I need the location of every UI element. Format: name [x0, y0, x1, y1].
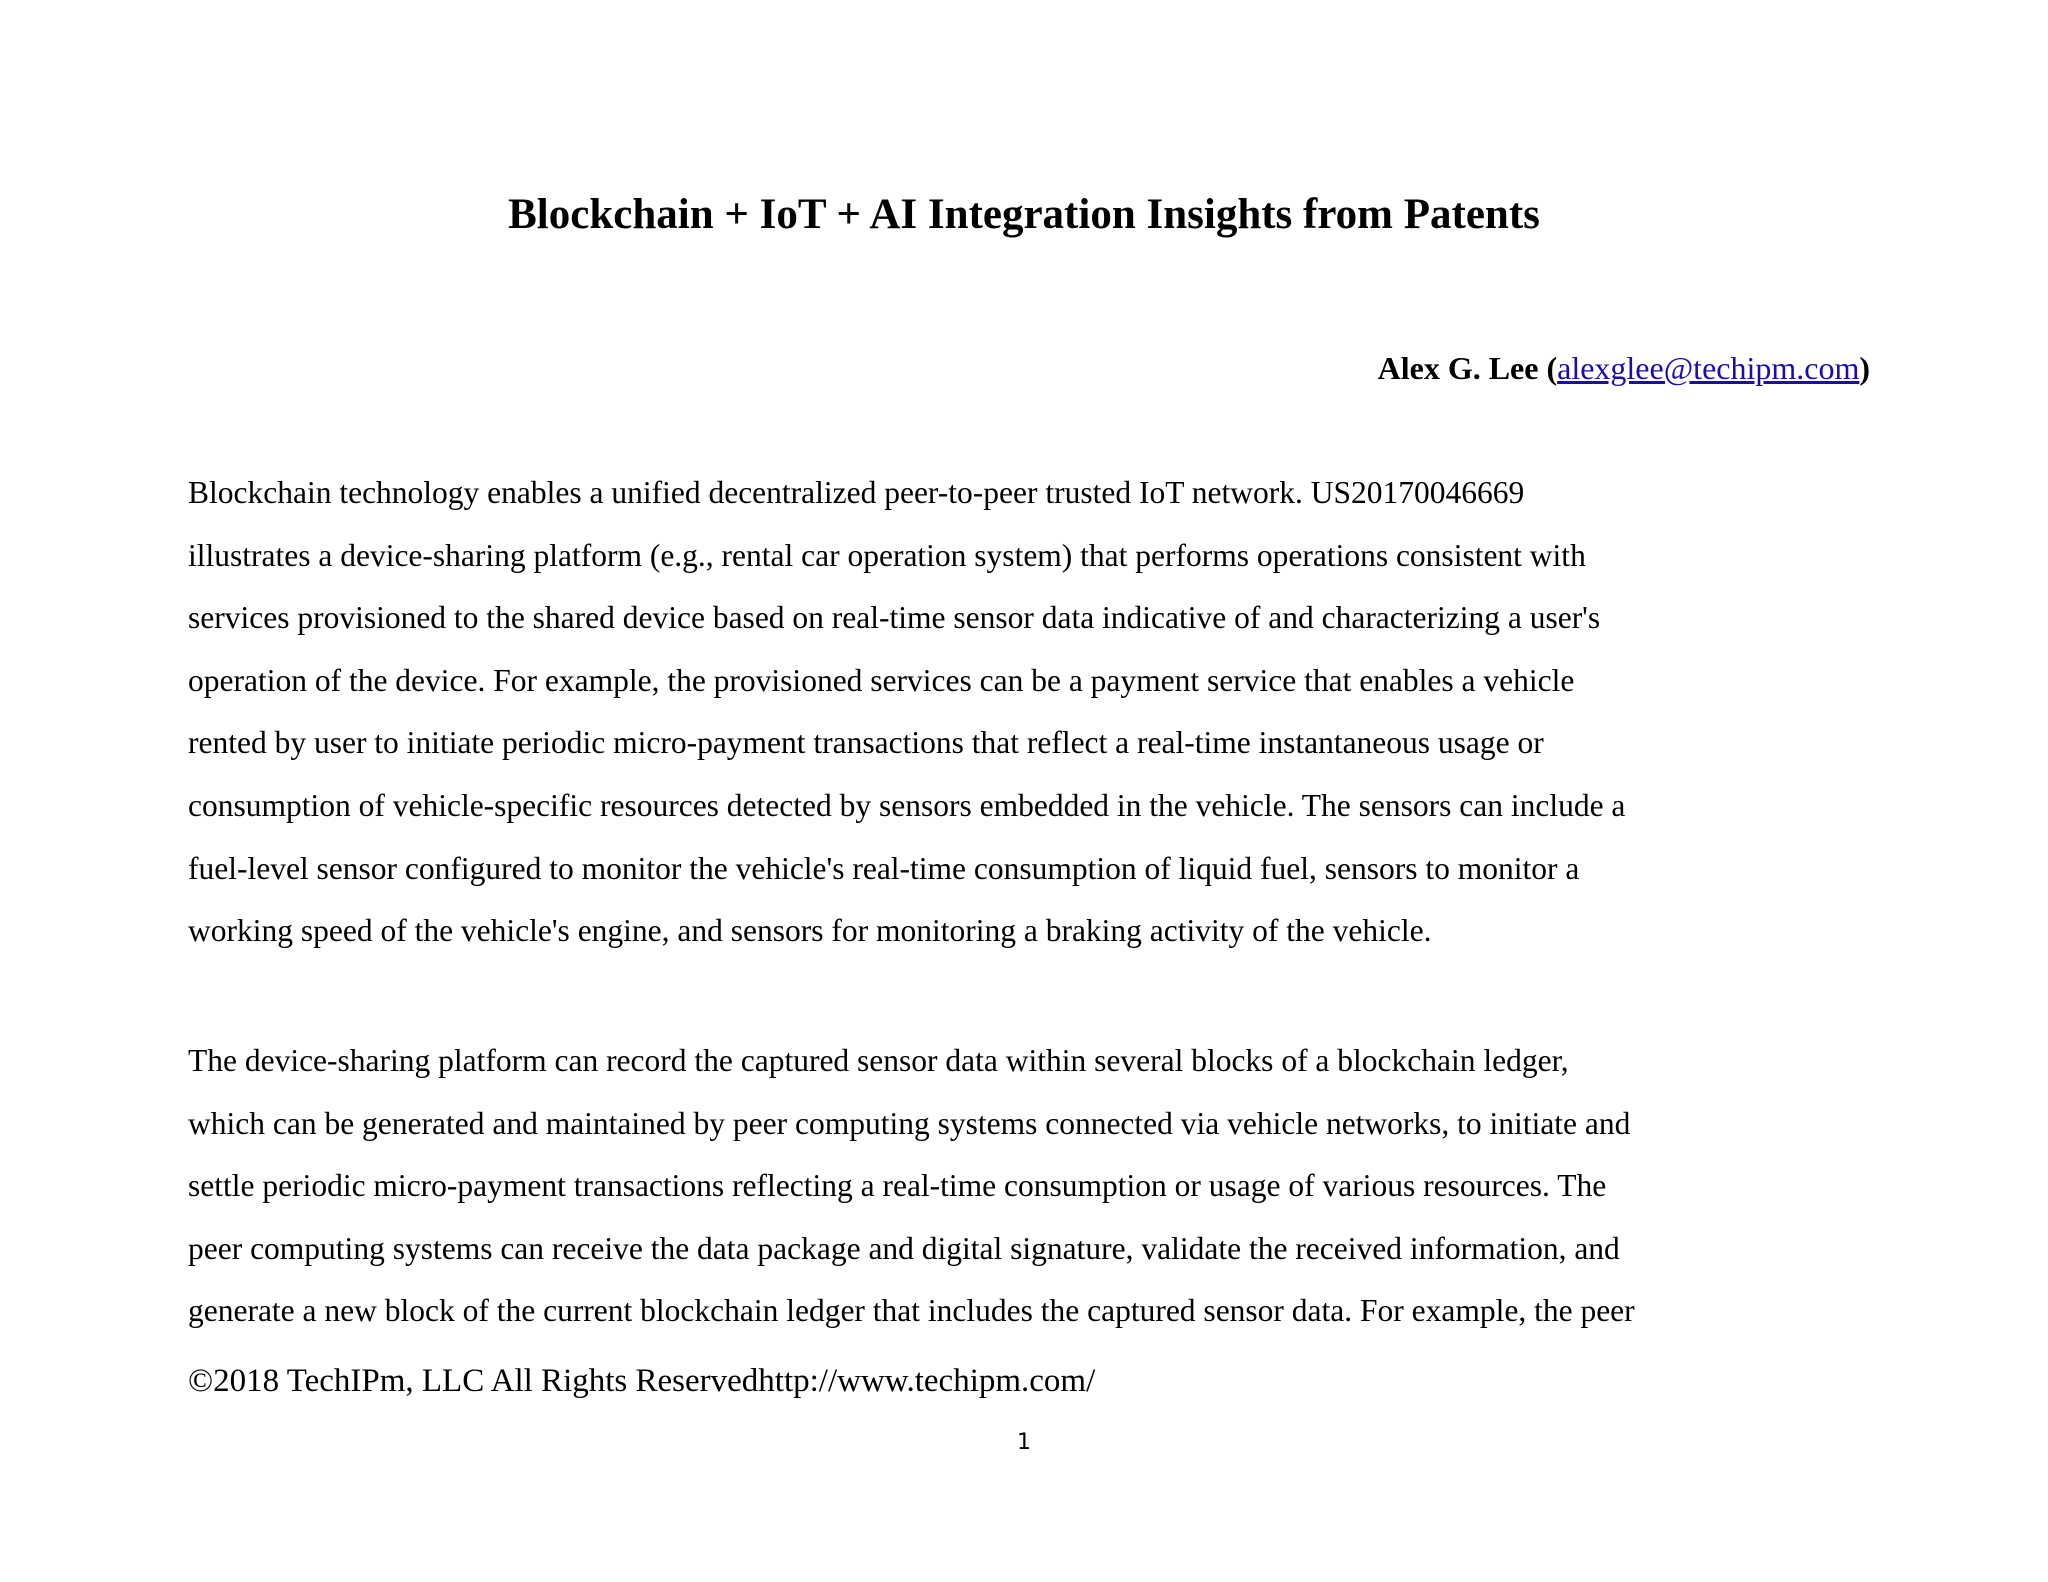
paragraph-2 — [188, 1030, 1888, 1343]
paragraph-line: settle periodic micro-payment transactions reflecting a real-time consumption or usage of various resources. The — [188, 1168, 1607, 1204]
paragraph-line: rented by user to initiate periodic micro-payment transactions that reflect a real-time instantaneous usage or — [188, 725, 1544, 761]
copyright-footer: ©2018 TechIPm, LLC All Rights Reservedhttp://www.techipm.com/ — [188, 1363, 1096, 1399]
page-number: 1 — [1017, 1430, 1031, 1455]
author-open-paren: ( — [1538, 350, 1558, 386]
paragraph-line: Blockchain technology enables a unified decentralized peer-to-peer trusted IoT network. US20170046669 — [188, 475, 1525, 510]
paragraph-line: operation of the device. For example, the provisioned services can be a payment service that enables a vehicle — [188, 662, 1575, 698]
document-title: Blockchain + IoT + AI Integration Insights from Patents — [508, 191, 1540, 238]
paragraph-line: which can be generated and maintained by peer computing systems connected via vehicle networks, to initiate and — [188, 1105, 1631, 1141]
author-close-paren: ) — [1859, 350, 1870, 386]
author-email-link[interactable]: alexglee@techipm.com — [1557, 350, 1860, 386]
paragraph-line: The device-sharing platform can record the captured sensor data within several blocks of a blockchain ledger, — [188, 1043, 1569, 1078]
paragraph-line: illustrates a device-sharing platform (e.g., rental car operation system) that performs operations consistent with — [188, 537, 1586, 573]
paragraph-line: fuel-level sensor configured to monitor the vehicle's real-time consumption of liquid fuel, sensors to monitor a — [188, 850, 1580, 886]
paragraph-line: consumption of vehicle-specific resources detected by sensors embedded in the vehicle. The sensors can include a — [188, 787, 1626, 823]
author-line — [1378, 348, 1870, 388]
paragraph-line: peer computing systems can receive the data package and digital signature, validate the received information, and — [188, 1230, 1620, 1266]
paragraph-line: working speed of the vehicle's engine, and sensors for monitoring a braking activity of the vehicle. — [188, 913, 1432, 949]
author-name: Alex G. Lee — [1377, 350, 1539, 386]
paragraph-line: services provisioned to the shared device based on real-time sensor data indicative of and characterizing a user's — [188, 600, 1601, 636]
paragraph-line: generate a new block of the current blockchain ledger that includes the captured sensor data. For example, the peer — [188, 1293, 1635, 1329]
paragraph-1 — [188, 462, 1888, 963]
